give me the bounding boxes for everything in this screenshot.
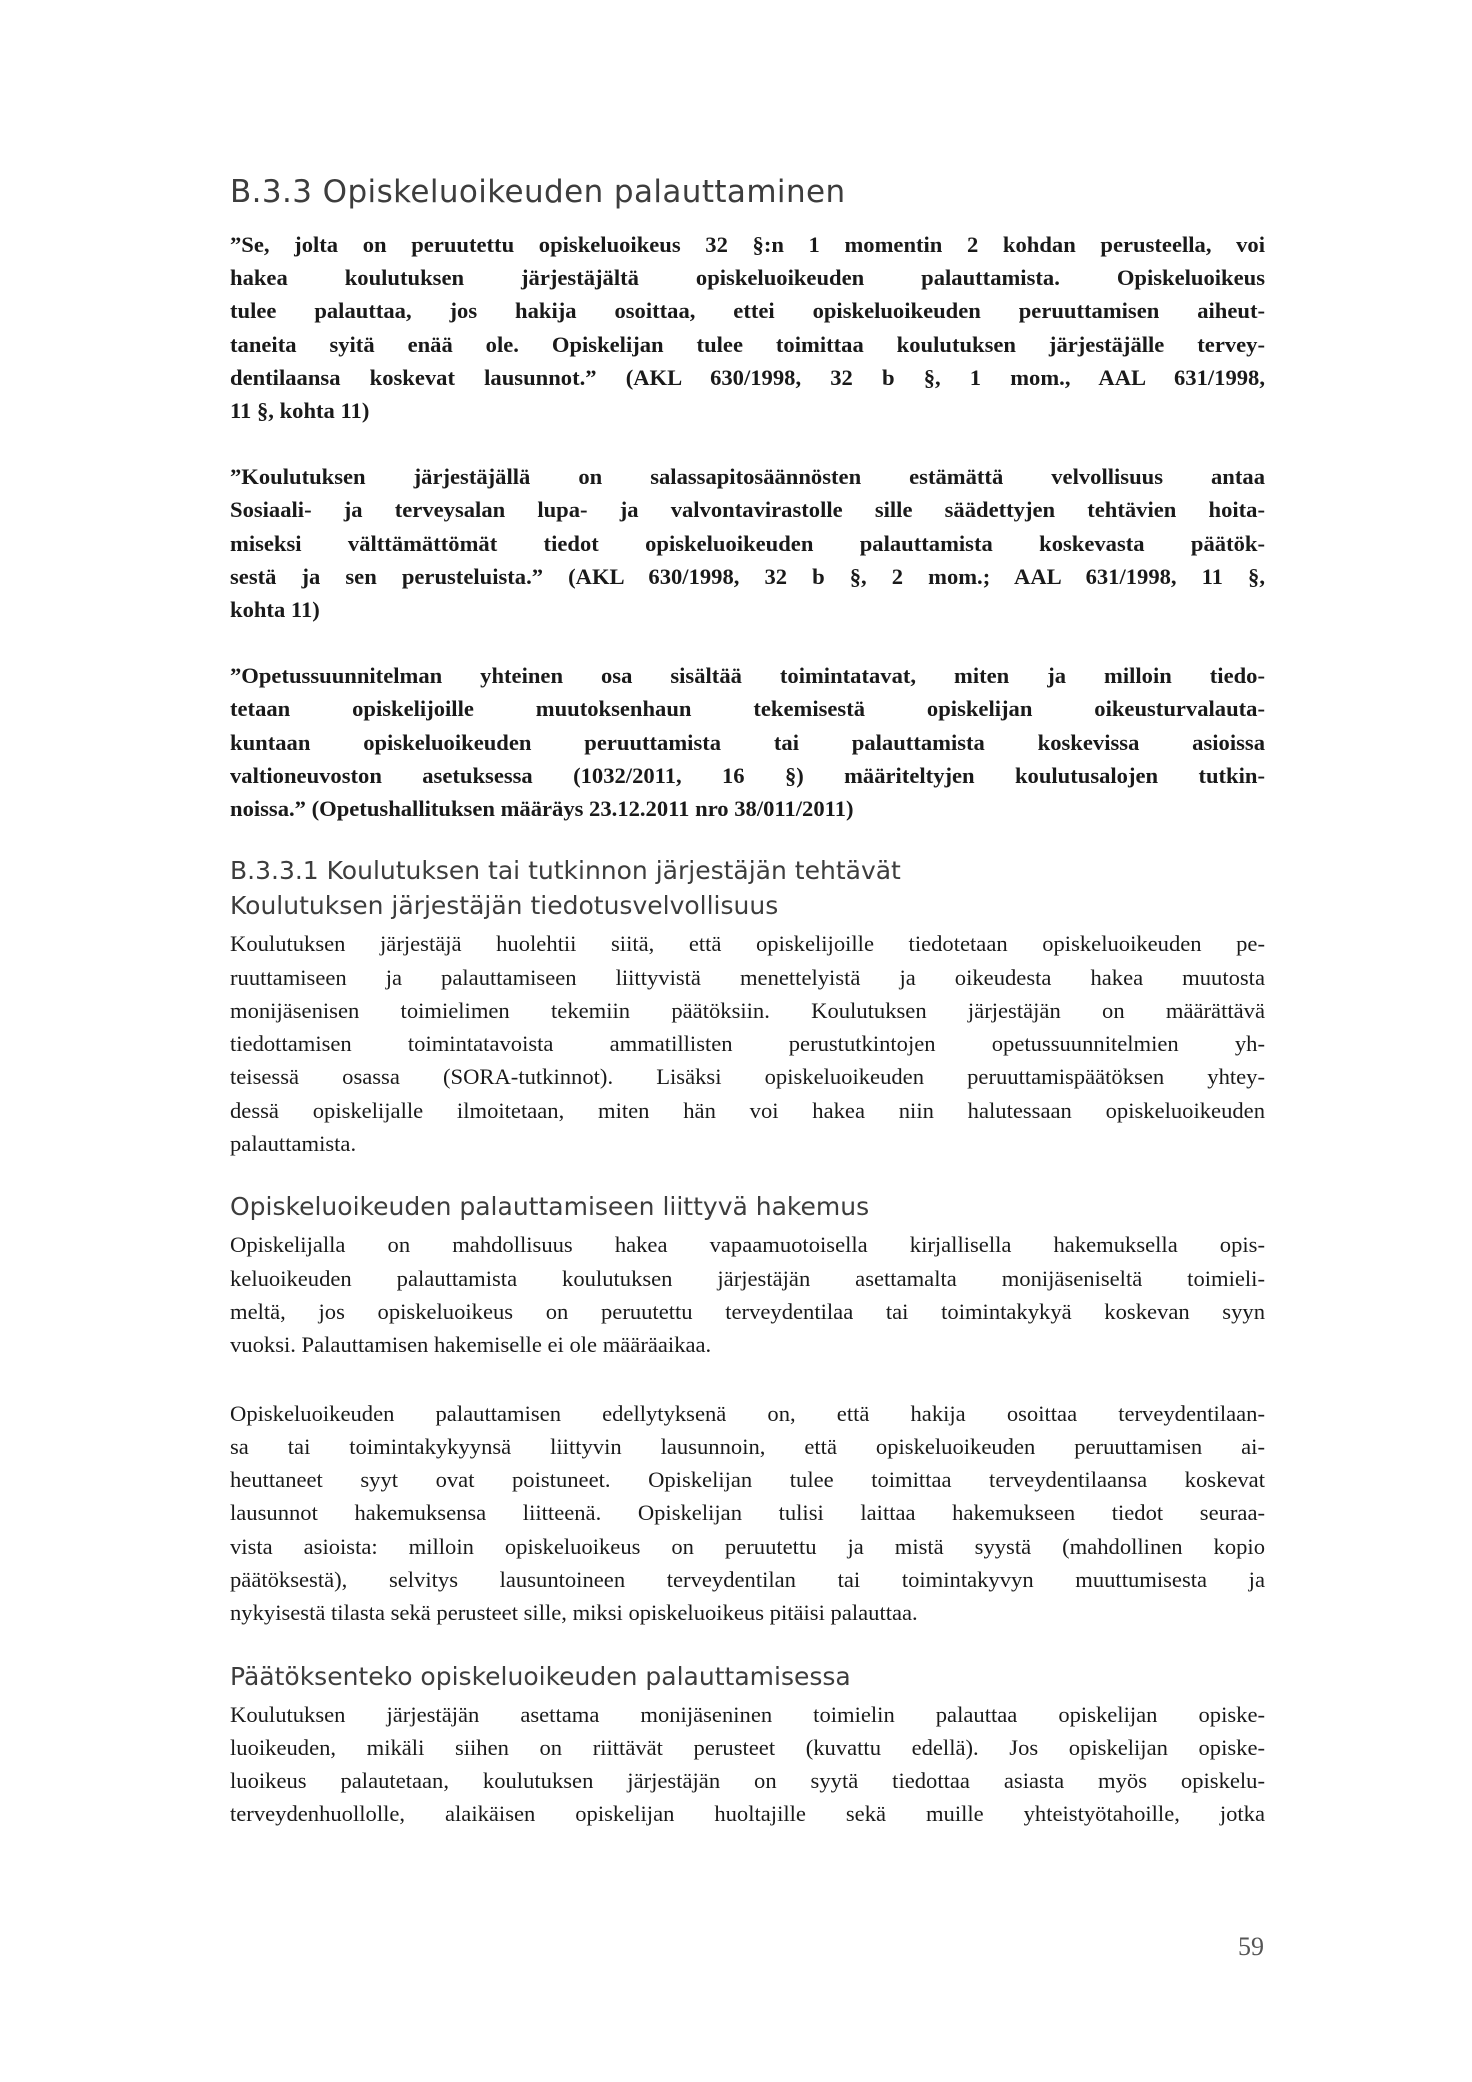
application-heading: Opiskeluoikeuden palauttamiseen liittyvä hakemus — [230, 1192, 870, 1222]
paragraph-line: Koulutuksen järjestäjä huolehtii siitä, että opiskelijoille tiedotetaan opiskeluoikeuden pe- — [230, 931, 1265, 957]
law-quote-1 — [230, 228, 1265, 427]
quote-line: valtioneuvoston asetuksessa (1032/2011, 16 §) määriteltyjen koulutusalojen tutkin- — [230, 762, 1265, 788]
quote-line: 11 §, kohta 11) — [230, 398, 370, 424]
paragraph-information-duty — [230, 927, 1265, 1160]
subsection-heading: B.3.3.1 Koulutuksen tai tutkinnon järjestäjän tehtävät — [230, 856, 901, 886]
quote-line: ”Koulutuksen järjestäjällä on salassapitosäännösten estämättä velvollisuus antaa — [230, 464, 1265, 490]
paragraph-line: vuoksi. Palauttamisen hakemiselle ei ole määräaikaa. — [230, 1332, 712, 1358]
page-number: 59 — [1238, 1932, 1264, 1961]
paragraph-line: teisessä osassa (SORA-tutkinnot). Lisäksi opiskeluoikeuden peruuttamispäätöksen yhtey- — [230, 1064, 1265, 1090]
paragraph-line: nykyisestä tilasta sekä perusteet sille, miksi opiskeluoikeus pitäisi palauttaa. — [230, 1600, 918, 1626]
paragraph-application-2 — [230, 1397, 1265, 1630]
paragraph-line: tiedottamisen toimintatavoista ammatillisten perustutkintojen opetussuunnitelmien yh- — [230, 1031, 1265, 1057]
quote-line: hakea koulutuksen järjestäjältä opiskeluoikeuden palauttamista. Opiskeluoikeus — [230, 265, 1265, 291]
paragraph-line: luoikeuden, mikäli siihen on riittävät perusteet (kuvattu edellä). Jos opiskelijan opiske- — [230, 1734, 1265, 1760]
quote-line: tulee palauttaa, jos hakija osoittaa, ettei opiskeluoikeuden peruuttamisen aiheut- — [230, 298, 1265, 324]
quote-line: taneita syitä enää ole. Opiskelijan tulee toimittaa koulutuksen järjestäjälle tervey- — [230, 331, 1265, 357]
document-page — [230, 170, 1265, 1831]
paragraph-line: lausunnot hakemuksensa liitteenä. Opiskelijan tulisi laittaa hakemukseen tiedot seuraa- — [230, 1500, 1265, 1526]
paragraph-line: monijäsenisen toimielimen tekemiin päätöksiin. Koulutuksen järjestäjän on määrättävä — [230, 997, 1265, 1023]
paragraph-decision — [230, 1698, 1265, 1831]
paragraph-line: Koulutuksen järjestäjän asettama monijäseninen toimielin palauttaa opiskelijan opiske- — [230, 1701, 1265, 1727]
paragraph-line: ruuttamiseen ja palauttamiseen liittyvistä menettelyistä ja oikeudesta hakea muutosta — [230, 964, 1265, 990]
subsection-subheading: Koulutuksen järjestäjän tiedotusvelvollisuus — [230, 891, 779, 921]
paragraph-application-1 — [230, 1228, 1265, 1361]
paragraph-line: keluoikeuden palauttamista koulutuksen järjestäjän asettamalta monijäseniseltä toimieli- — [230, 1265, 1265, 1291]
paragraph-line: terveydenhuollolle, alaikäisen opiskelijan huoltajille sekä muille yhteistyötahoille, jotka — [230, 1801, 1265, 1827]
paragraph-line: Opiskeluoikeuden palauttamisen edellytyksenä on, että hakija osoittaa terveydentilaan- — [230, 1400, 1265, 1426]
paragraph-line: päätöksestä), selvitys lausuntoineen terveydentilan tai toimintakyvyn muuttumisesta ja — [230, 1567, 1265, 1592]
quote-line: sestä ja sen perusteluista.” (AKL 630/1998, 32 b §, 2 mom.; AAL 631/1998, 11 §, — [230, 563, 1265, 589]
quote-line: kohta 11) — [230, 597, 320, 623]
quote-line: Sosiaali- ja terveysalan lupa- ja valvontavirastolle sille säädettyjen tehtävien hoita- — [230, 497, 1265, 523]
paragraph-line: vista asioista: milloin opiskeluoikeus on peruutettu ja mistä syystä (mahdollinen kopio — [230, 1533, 1265, 1559]
decision-heading: Päätöksenteko opiskeluoikeuden palauttamisessa — [230, 1661, 851, 1691]
quote-line: noissa.” (Opetushallituksen määräys 23.12.2011 nro 38/011/2011) — [230, 796, 854, 822]
quote-line: ”Se, jolta on peruutettu opiskeluoikeus 32 §:n 1 momentin 2 kohdan perusteella, voi — [230, 232, 1265, 257]
quote-line: dentilaansa koskevat lausunnot.” (AKL 630/1998, 32 b §, 1 mom., AAL 631/1998, — [230, 364, 1265, 390]
paragraph-line: heuttaneet syyt ovat poistuneet. Opiskelijan tulee toimittaa terveydentilaansa koskevat — [230, 1467, 1265, 1493]
section-heading: B.3.3 Opiskeluoikeuden palauttaminen — [230, 174, 846, 210]
paragraph-line: meltä, jos opiskeluoikeus on peruutettu terveydentilaa tai toimintakykyä koskevan syyn — [230, 1298, 1265, 1324]
quote-line: tetaan opiskelijoille muutoksenhaun tekemisestä opiskelijan oikeusturvalauta- — [230, 696, 1265, 722]
quote-line: kuntaan opiskeluoikeuden peruuttamista tai palauttamista koskevissa asioissa — [230, 729, 1265, 755]
paragraph-line: dessä opiskelijalle ilmoitetaan, miten hän voi hakea niin halutessaan opiskeluoikeuden — [230, 1097, 1265, 1123]
paragraph-line: luoikeus palautetaan, koulutuksen järjestäjän on syytä tiedottaa asiasta myös opiskelu- — [230, 1768, 1265, 1794]
law-quote-3 — [230, 659, 1265, 825]
quote-line: ”Opetussuunnitelman yhteinen osa sisältää toimintatavat, miten ja milloin tiedo- — [230, 663, 1265, 689]
quote-line: miseksi välttämättömät tiedot opiskeluoikeuden palauttamista koskevasta päätök- — [230, 530, 1265, 556]
law-quote-2 — [230, 460, 1265, 626]
paragraph-line: palauttamista. — [230, 1131, 357, 1157]
paragraph-line: sa tai toimintakykyynsä liittyvin lausunnoin, että opiskeluoikeuden peruuttamisen ai- — [230, 1433, 1265, 1459]
paragraph-line: Opiskelijalla on mahdollisuus hakea vapaamuotoisella kirjallisella hakemuksella opis- — [230, 1232, 1265, 1258]
